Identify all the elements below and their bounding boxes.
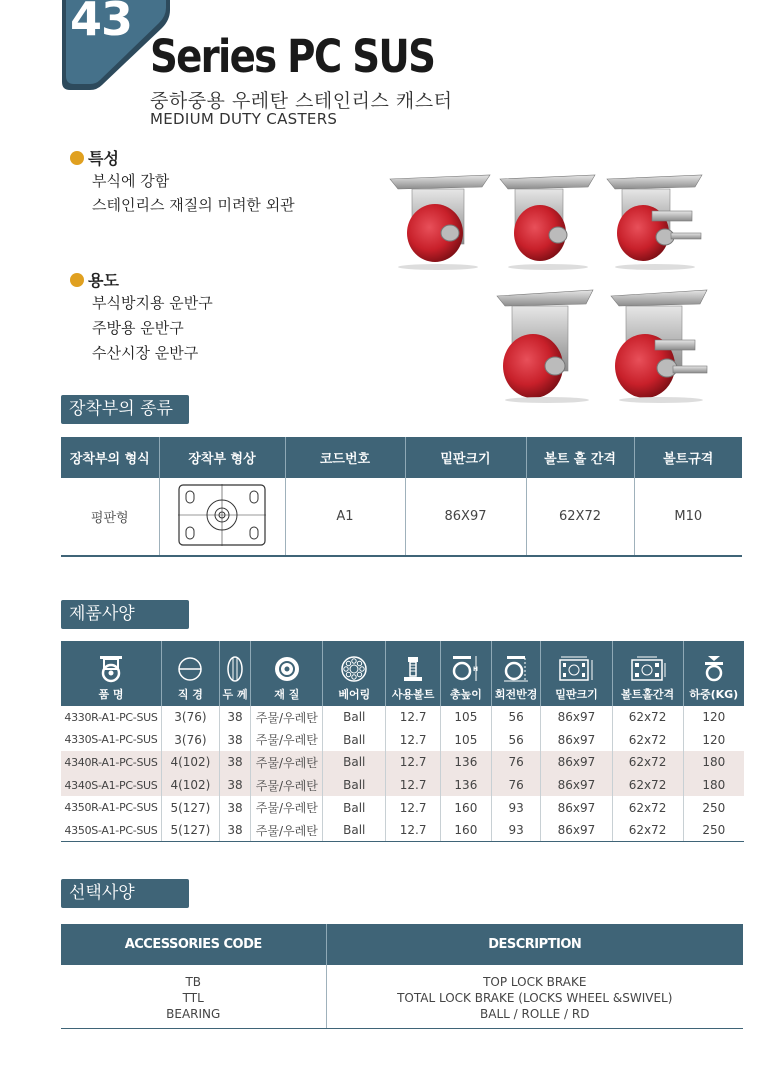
- bearing-cell: Ball: [323, 729, 386, 752]
- caster-icon: [96, 655, 126, 683]
- plate-size-cell: 86x97: [541, 819, 612, 842]
- swivel-radius-cell: 56: [491, 706, 541, 729]
- table-header-row: [61, 924, 743, 965]
- column-header: 밑판크기: [405, 437, 526, 478]
- caster-image: [607, 175, 702, 270]
- column-header: ACCESSORIES CODE: [61, 924, 326, 965]
- thickness-cell: 38: [219, 774, 250, 797]
- plate-size-cell: 86x97: [541, 774, 612, 797]
- swivel-radius-cell: 93: [491, 796, 541, 819]
- hole-spacing-cell: 62X72: [526, 478, 634, 556]
- header-label: 재 질: [274, 688, 300, 701]
- specs-tab: 제품사양: [61, 600, 189, 629]
- mount-type-cell: 평판형: [61, 478, 159, 556]
- table-header-row: [61, 437, 742, 478]
- subtitle-english: MEDIUM DUTY CASTERS: [150, 110, 338, 128]
- material-cell: 주물/우레탄: [251, 819, 323, 842]
- caster-image: [611, 290, 707, 403]
- use-item: 주방용 운반구: [92, 319, 184, 337]
- caster-image: [497, 290, 593, 403]
- total-height-cell: 136: [441, 751, 492, 774]
- use-item: 수산시장 운반구: [92, 344, 199, 362]
- header-label: 베어링: [338, 688, 371, 701]
- header-label: 밑판크기: [555, 688, 598, 701]
- column-header: 장착부 형상: [159, 437, 285, 478]
- bolt-size-cell: 12.7: [386, 796, 441, 819]
- header-label: 품 명: [98, 688, 124, 701]
- specs-table: [61, 641, 744, 842]
- swivel-radius-cell: 93: [491, 819, 541, 842]
- bolt-size-cell: 12.7: [386, 751, 441, 774]
- plate-size-icon: [555, 655, 597, 683]
- load-cell: 180: [683, 774, 744, 797]
- material-cell: 주물/우레탄: [251, 751, 323, 774]
- caster-product-images: [385, 168, 715, 403]
- column-header: [491, 641, 541, 706]
- accessory-code: TB: [185, 975, 202, 989]
- table-row: [61, 819, 744, 842]
- accessories-table: [61, 924, 743, 1029]
- diameter-cell: 3(76): [161, 706, 219, 729]
- mount-type-tab: 장착부의 종류: [61, 395, 189, 424]
- thickness-icon: [226, 655, 244, 683]
- load-cell: 120: [702, 710, 726, 725]
- uses-heading-label: 용도: [88, 271, 119, 290]
- plate-size-cell: 86x97: [541, 729, 612, 752]
- bolt-size-cell: 12.7: [386, 774, 441, 797]
- page-title: Series PC SUS: [150, 30, 435, 83]
- hole-spacing-cell: 62x72: [612, 796, 683, 819]
- column-header: 볼트 홀 간격: [526, 437, 634, 478]
- header-label: 하중(KG): [689, 688, 739, 701]
- model-cell: 4340S-A1-PC-SUS: [61, 774, 161, 797]
- column-header: 코드번호: [285, 437, 405, 478]
- table-row: [61, 965, 743, 1028]
- feature-item: 부식에 강함: [92, 172, 170, 190]
- total-height-cell: 105: [441, 729, 492, 752]
- plate-size-cell: 86x97: [541, 751, 612, 774]
- load-cell: 250: [683, 819, 744, 842]
- bearing-icon: [340, 655, 368, 683]
- bearing-cell: Ball: [323, 751, 386, 774]
- hole-spacing-cell: 62x72: [612, 774, 683, 797]
- caster-image: [390, 175, 490, 270]
- diameter-cell: 5(127): [161, 796, 219, 819]
- material-cell: 주물/우레탄: [251, 706, 323, 729]
- header-label: 볼트홀간격: [620, 688, 675, 701]
- bearing-cell: Ball: [323, 774, 386, 797]
- mount-shape-cell: [159, 478, 285, 556]
- load-cell: 120: [702, 732, 726, 747]
- column-header: [541, 641, 612, 706]
- swivel-radius-cell: 76: [491, 751, 541, 774]
- table-row: [61, 751, 744, 774]
- column-header: [386, 641, 441, 706]
- model-cell: 4350S-A1-PC-SUS: [61, 819, 161, 842]
- column-header: [612, 641, 683, 706]
- hole-spacing-icon: [627, 655, 669, 683]
- accessory-code: TTL: [182, 991, 204, 1005]
- diameter-cell: 5(127): [161, 819, 219, 842]
- accessory-description: TOTAL LOCK BRAKE (LOCKS WHEEL &SWIVEL): [397, 991, 673, 1005]
- feature-item: 스테인리스 재질의 미려한 외관: [92, 196, 295, 214]
- model-cell: 4350R-A1-PC-SUS: [61, 796, 161, 819]
- specs-table-body: [61, 706, 744, 842]
- bearing-cell: Ball: [323, 819, 386, 842]
- table-row: [61, 796, 744, 819]
- model-cell: 4330R-A1-PC-SUS: [61, 706, 161, 729]
- load-cell: 180: [683, 751, 744, 774]
- series-number: 43: [70, 0, 133, 46]
- column-header: DESCRIPTION: [326, 924, 743, 965]
- table-header-row: [61, 641, 744, 706]
- accessory-codes-cell: [61, 965, 326, 1028]
- column-header: [323, 641, 386, 706]
- model-cell: 4330S-A1-PC-SUS: [61, 729, 161, 752]
- hole-spacing-cell: 62x72: [612, 706, 683, 729]
- bolt-icon: [401, 655, 425, 683]
- subtitle-korean: 중하중용 우레탄 스테인리스 캐스터: [150, 90, 453, 112]
- load-icon: [701, 655, 727, 683]
- material-cell: 주물/우레탄: [251, 774, 323, 797]
- bearing-cell: Ball: [323, 796, 386, 819]
- hole-spacing-cell: 62x72: [612, 751, 683, 774]
- diameter-icon: [176, 655, 204, 683]
- swivel-radius-icon: [501, 655, 531, 683]
- column-header: [61, 641, 161, 706]
- accessory-descriptions-cell: [326, 965, 743, 1028]
- header-label: 직 경: [177, 688, 203, 701]
- column-header: [683, 641, 744, 706]
- diameter-cell: 4(102): [161, 751, 219, 774]
- diameter-cell: 3(76): [161, 729, 219, 752]
- features-heading: [70, 146, 119, 169]
- plate-size-cell: 86x97: [541, 706, 612, 729]
- total-height-cell: 136: [441, 774, 492, 797]
- total-height-cell: 160: [441, 819, 492, 842]
- thickness-cell: 38: [219, 706, 250, 729]
- column-header: [251, 641, 323, 706]
- table-row: [61, 706, 744, 729]
- model-cell: 4340R-A1-PC-SUS: [61, 751, 161, 774]
- mount-type-table: [61, 437, 742, 557]
- bolt-cell: M10: [634, 478, 742, 556]
- svg-text:H: H: [472, 666, 478, 673]
- accessories-tab: 선택사양: [61, 879, 189, 908]
- header-label: 회전반경: [494, 688, 538, 701]
- bolt-size-cell: 12.7: [386, 819, 441, 842]
- header-label: 사용볼트: [391, 688, 435, 701]
- plate-size-cell: 86x97: [541, 796, 612, 819]
- hole-spacing-cell: 62x72: [612, 729, 683, 752]
- accessory-code: BEARING: [166, 1007, 221, 1021]
- column-header: [441, 641, 492, 706]
- material-cell: 주물/우레탄: [251, 729, 323, 752]
- bullet-icon: [70, 151, 84, 165]
- uses-heading: [70, 268, 119, 291]
- hole-spacing-cell: 62x72: [612, 819, 683, 842]
- bolt-size-cell: 12.7: [386, 729, 441, 752]
- top-plate-diagram: [178, 484, 266, 546]
- features-heading-label: 특성: [88, 149, 119, 168]
- total-height-cell: 160: [441, 796, 492, 819]
- accessory-description: BALL / ROLLE / RD: [480, 1007, 590, 1021]
- thickness-cell: 38: [219, 796, 250, 819]
- column-header: 장착부의 형식: [61, 437, 159, 478]
- table-row: [61, 774, 744, 797]
- use-item: 부식방지용 운반구: [92, 294, 213, 312]
- thickness-cell: 38: [219, 819, 250, 842]
- column-header: 볼트규격: [634, 437, 742, 478]
- bearing-cell: Ball: [323, 706, 386, 729]
- plate-size-cell: 86X97: [405, 478, 526, 556]
- bullet-icon: [70, 273, 84, 287]
- swivel-radius-cell: 56: [491, 729, 541, 752]
- bolt-size-cell: 12.7: [386, 706, 441, 729]
- column-header: [161, 641, 219, 706]
- table-row: [61, 729, 744, 752]
- accessory-description: TOP LOCK BRAKE: [483, 975, 587, 989]
- header-label: 총높이: [449, 688, 482, 701]
- diameter-cell: 4(102): [161, 774, 219, 797]
- load-cell: 250: [702, 800, 726, 815]
- column-header: [219, 641, 250, 706]
- height-icon: [451, 655, 481, 683]
- table-row: [61, 478, 742, 556]
- caster-image: [500, 175, 595, 270]
- thickness-cell: 38: [219, 729, 250, 752]
- thickness-cell: 38: [219, 751, 250, 774]
- material-icon: [273, 655, 301, 683]
- swivel-radius-cell: 76: [491, 774, 541, 797]
- code-cell: A1: [285, 478, 405, 556]
- header-label: 두 께: [222, 688, 248, 701]
- total-height-cell: 105: [441, 706, 492, 729]
- material-cell: 주물/우레탄: [251, 796, 323, 819]
